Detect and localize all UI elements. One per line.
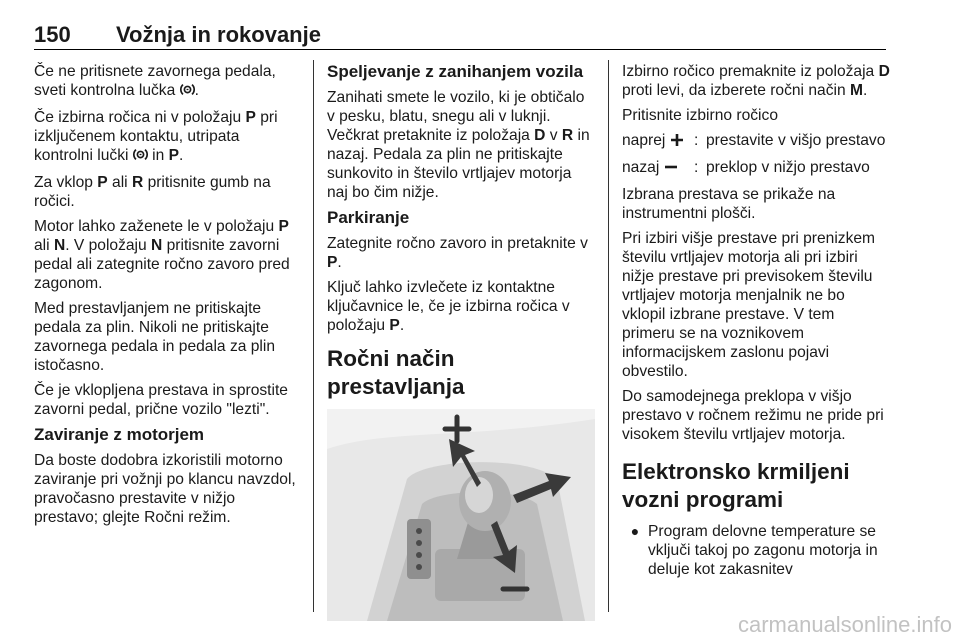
paragraph: Pritisnite izbirno ročico: [622, 107, 778, 124]
paragraph: Zanihati smete le vozilo, ki je obtičalo v pesku, blatu, snegu ali v luknji. Večkrat pretaknite iz položaja D v R in nazaj. Pedala za plin ne pritiskajte sunkovito in število vrtljajev motorja naj bo čim nižje.: [327, 89, 590, 201]
paragraph: Izbrana prestava se prikaže na instrumentni plošči.: [622, 186, 836, 222]
brake-warning-icon: [180, 82, 195, 102]
paragraph: Do samodejnega preklopa v višjo prestavo v ročnem režimu ne pride pri visokem številu vrtljajev motorja.: [622, 388, 884, 443]
column-1: [34, 62, 302, 533]
minus-icon: [664, 160, 678, 179]
paragraph: Ključ lahko izvlečete iz kontaktne ključavnice le, če je izbirna ročica v položaju P.: [327, 279, 570, 334]
list-item: ● Program delovne temperature se vključi takoj po zagonu motorja in deluje kot zakasnitev: [622, 522, 890, 579]
column-divider-2: [608, 60, 609, 612]
paragraph: Motor lahko zaženete le v položaju P ali N. V položaju N pritisnite zavorni pedal ali zategnite ročno zavoro pred zagonom.: [34, 218, 290, 292]
paragraph: Če ne pritisnete zavornega pedala, sveti kontrolna lučka .: [34, 62, 302, 102]
paragraph: Da boste dodobra izkoristili motorno zaviranje pri vožnji po klancu navzdol, pravočasno prestavite v nižjo prestavo; glejte Ročni režim.: [34, 452, 296, 526]
page-number: 150: [34, 22, 71, 47]
section-heading: Speljevanje z zanihanjem vozila: [327, 62, 584, 81]
page-header: [34, 22, 886, 52]
watermark: carmanualsonline.info: [737, 612, 952, 637]
paragraph: Za vklop P ali R pritisnite gumb na ročici.: [34, 174, 271, 210]
paragraph: Zategnite ročno zavoro in pretaknite v P.: [327, 235, 588, 271]
paragraph: Če je vklopljena prestava in sprostite zavorni pedal, prične vozilo "lezti".: [34, 382, 288, 418]
paragraph: Med prestavljanjem ne pritiskajte pedala za plin. Nikoli ne pritiskajte zavornega pedala in pedala za plin istočasno.: [34, 300, 276, 374]
definition-backward: nazaj : preklop v nižjo prestavo: [622, 158, 890, 179]
gear-selector-illustration: [327, 409, 595, 621]
chapter-heading: Elektronsko krmiljeni vozni programi: [622, 459, 850, 512]
definition-forward: naprej : prestavite v višjo prestavo: [622, 131, 890, 152]
paragraph: Če izbirna ročica ni v položaju P pri izključenem kontaktu, utripata kontrolni lučki in P.: [34, 108, 302, 167]
chapter-title: Vožnja in rokovanje: [116, 22, 321, 47]
section-heading: Parkiranje: [327, 208, 410, 227]
header-divider: [34, 49, 886, 50]
column-divider-1: [313, 60, 314, 612]
paragraph: Izbirno ročico premaknite iz položaja D proti levi, da izberete ročni način M.: [622, 63, 890, 99]
brake-warning-icon: [133, 147, 148, 167]
section-heading: Zaviranje z motorjem: [34, 425, 205, 444]
column-3: [622, 62, 890, 579]
chapter-heading: Ročni način prestavljanja: [327, 346, 465, 399]
plus-icon: [670, 133, 684, 152]
bullet-icon: ●: [630, 523, 640, 539]
paragraph: Pri izbiri višje prestave pri prenizkem številu vrtljajev motorja ali pri izbiri nižje prestave pri previsokem številu vrtljajev motorja menjalnik ne bo vklopil izbrane prestave. V tem primeru se na voznikovem informacijskem zaslonu pojavi obvestilo.: [622, 230, 876, 380]
column-2: [327, 62, 595, 621]
